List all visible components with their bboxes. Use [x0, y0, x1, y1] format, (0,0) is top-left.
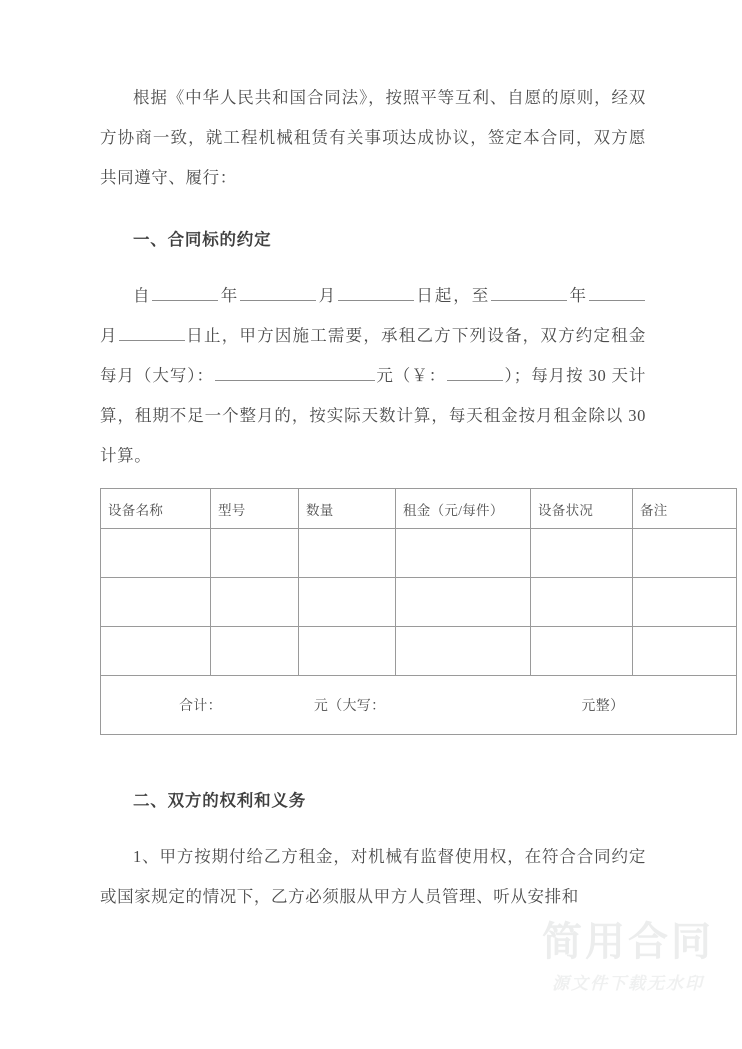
- spacer: [100, 260, 646, 276]
- table-row: [101, 627, 737, 676]
- rental-terms-paragraph: [100, 276, 646, 476]
- column-header-name: 设备名称: [101, 489, 211, 529]
- equipment-table-head: [101, 489, 737, 529]
- start-day-unit: 日起，至: [415, 286, 491, 305]
- spacer: [100, 198, 646, 220]
- section-heading-2: 二、双方的权利和义务: [133, 791, 306, 810]
- end-month-blank[interactable]: [589, 284, 645, 302]
- spacer: [100, 735, 646, 781]
- cell-model[interactable]: [211, 578, 299, 627]
- cell-remark[interactable]: [633, 627, 737, 676]
- cell-status[interactable]: [531, 529, 633, 578]
- start-day-blank[interactable]: [338, 284, 414, 302]
- cell-name[interactable]: [101, 529, 211, 578]
- end-year-unit: 年: [568, 286, 588, 305]
- table-header-row: [101, 489, 737, 529]
- cell-rent[interactable]: [396, 627, 531, 676]
- cell-name[interactable]: [101, 578, 211, 627]
- start-year-unit: 年: [219, 286, 240, 305]
- watermark-subtitle: 源文件下载无水印: [552, 974, 704, 994]
- start-year-blank[interactable]: [152, 284, 218, 302]
- rent-calculation-rule: 每月按 30 天计算，租期不足一个整月的，按实际天数计算，每天租金按月租金除以 30 计算。: [100, 366, 647, 465]
- table-total-row: [101, 676, 737, 735]
- cell-rent[interactable]: [396, 578, 531, 627]
- cell-remark[interactable]: [633, 529, 737, 578]
- cell-status[interactable]: [531, 627, 633, 676]
- document-body: [100, 78, 668, 917]
- column-header-remark: 备注: [633, 489, 737, 529]
- column-header-rent: 租金（元/每件）: [396, 489, 531, 529]
- monthly-rent-words-blank[interactable]: [215, 364, 375, 382]
- watermark-title: 简用合同: [542, 919, 714, 965]
- cell-rent[interactable]: [396, 529, 531, 578]
- equipment-table-body: [101, 529, 737, 676]
- monthly-rent-unit: 元（￥：: [375, 366, 447, 385]
- table-row: [101, 578, 737, 627]
- column-header-model: 型号: [211, 489, 299, 529]
- equipment-table-wrapper: [100, 488, 668, 735]
- column-header-status: 设备状况: [531, 489, 633, 529]
- total-label: 合计：: [179, 699, 222, 714]
- end-month-unit: 月: [100, 326, 118, 345]
- cell-name[interactable]: [101, 627, 211, 676]
- cell-qty[interactable]: [299, 529, 396, 578]
- end-day-unit: 日止，甲方因施工需要，承租乙方下列设备，双方: [185, 326, 576, 345]
- column-header-qty: 数量: [299, 489, 396, 529]
- total-cell: [101, 676, 737, 735]
- equipment-table-foot: [101, 676, 737, 735]
- intro-paragraph: 根据《中华人民共和国合同法》，按照平等互利、自愿的原则，经双方协商一致，就工程机械租赁有关事项达成协议，签定本合同，双方愿共同遵守、履行：: [100, 88, 646, 187]
- cell-qty[interactable]: [299, 578, 396, 627]
- start-month-blank[interactable]: [240, 284, 316, 302]
- table-row: [101, 529, 737, 578]
- cell-model[interactable]: [211, 627, 299, 676]
- spacer: [100, 821, 646, 837]
- end-day-blank[interactable]: [119, 324, 185, 342]
- end-year-blank[interactable]: [491, 284, 567, 302]
- monthly-rent-close: ）；: [504, 366, 531, 385]
- cell-remark[interactable]: [633, 578, 737, 627]
- monthly-rent-figures-blank[interactable]: [447, 364, 503, 382]
- clause-1-paragraph: 1、甲方按期付给乙方租金，对机械有监督使用权，在符合合同约定或国家规定的情况下，乙方必须服从甲方人员管理、听从安排和: [100, 847, 646, 906]
- equipment-table: [100, 488, 737, 735]
- start-month-unit: 月: [317, 286, 338, 305]
- total-amount-suffix: 元整）: [581, 699, 625, 714]
- cell-status[interactable]: [531, 578, 633, 627]
- monthly-rent-label: 约定租金每月（大写）：: [100, 326, 646, 385]
- total-amount-words-label: 元（大写：: [313, 699, 386, 714]
- total-row-content: [101, 676, 736, 734]
- section-heading-1: 一、合同标的约定: [133, 230, 272, 249]
- watermark: [542, 921, 714, 994]
- date-prefix-label: 自: [133, 286, 152, 305]
- cell-qty[interactable]: [299, 627, 396, 676]
- cell-model[interactable]: [211, 529, 299, 578]
